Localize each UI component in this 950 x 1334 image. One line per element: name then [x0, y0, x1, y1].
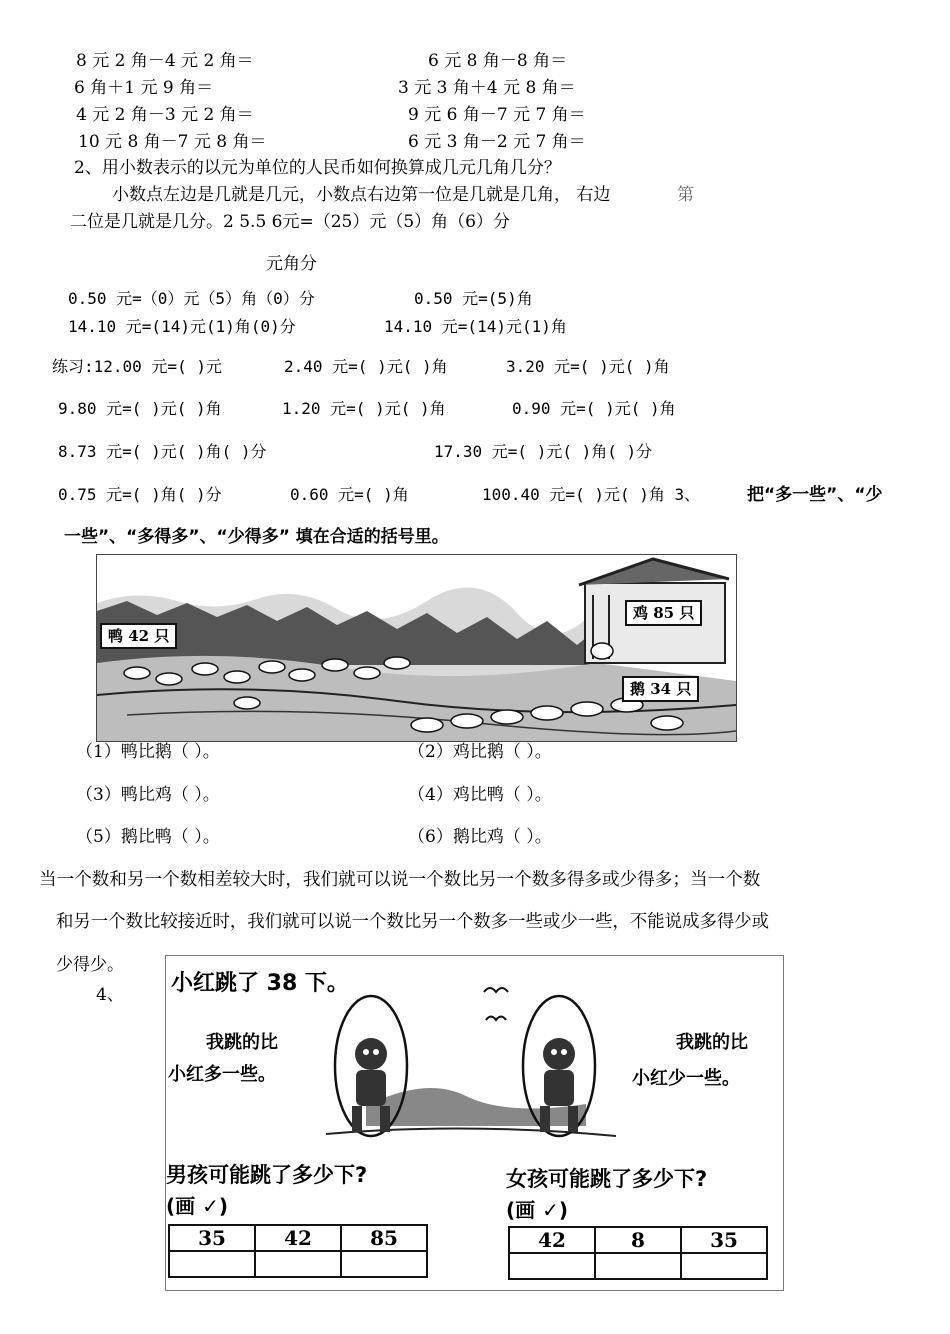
boy-check-cell[interactable] — [341, 1251, 427, 1277]
compare-q6: （6）鹅比鸡（ ）。 — [408, 827, 552, 847]
compare-q4: （4）鸡比鸭（ ）。 — [408, 785, 552, 805]
girl-option: 42 — [509, 1227, 595, 1253]
section-3-instruction-start: 把“多一些”、“少 — [747, 485, 883, 505]
boy-question: 男孩可能跳了多少下? — [166, 1163, 368, 1187]
overlap-mark: 第 — [677, 185, 694, 205]
exercise-2-right: 3 元 3 角＋4 元 8 角＝ — [398, 78, 576, 98]
girl-check-cell[interactable] — [509, 1253, 595, 1279]
explanation-line-3: 少得少。 — [56, 955, 124, 975]
boy-check-cell[interactable] — [169, 1251, 255, 1277]
exercise-4-left: 10 元 8 角－7 元 8 角＝ — [78, 132, 267, 152]
explanation-line-2: 和另一个数比较接近时，我们就可以说一个数比另一个数多一些或少一些，不能说成多得少或 — [56, 912, 770, 932]
example-2-left: 14.10 元=(14)元(1)角(0)分 — [68, 317, 296, 336]
yuan-jiao-fen-label: 元角分 — [266, 254, 317, 274]
exercise-3-right: 9 元 6 角－7 元 7 角＝ — [408, 105, 586, 125]
exercise-4-right: 6 元 3 角－2 元 7 角＝ — [408, 132, 586, 152]
exercise-1-left: 8 元 2 角－4 元 2 角＝ — [76, 51, 254, 71]
practice-4c: 100.40 元=( )元( )角 3、 — [482, 485, 701, 504]
girl-speech-1: 我跳的比 — [676, 1032, 748, 1053]
rule-line-1: 小数点左边是几就是几元，小数点右边第一位是几就是几角， 右边 — [112, 185, 611, 205]
farm-scene — [97, 555, 736, 741]
exercise-3-left: 4 元 2 角－3 元 2 角＝ — [76, 105, 254, 125]
jump-rope-picture — [165, 955, 784, 1291]
compare-q5: （5）鹅比鸭（ ）。 — [76, 827, 220, 847]
girl-options-row — [509, 1227, 767, 1253]
goose-count-label: 鹅 34 只 — [622, 676, 699, 702]
example-1-right: 0.50 元=(5)角 — [414, 289, 533, 308]
farm-picture — [96, 554, 737, 742]
boy-check-cell[interactable] — [255, 1251, 341, 1277]
boy-options-row — [169, 1225, 427, 1251]
example-2-right: 14.10 元=(14)元(1)角 — [384, 317, 567, 336]
girl-check-row — [509, 1253, 767, 1279]
practice-2a: 9.80 元=( )元( )角 — [58, 399, 222, 418]
practice-2b: 1.20 元=( )元( )角 — [282, 399, 446, 418]
girl-mark-hint: (画 ✓) — [506, 1198, 569, 1222]
exercise-1-right: 6 元 8 角－8 角＝ — [428, 51, 568, 71]
duck-count-label: 鸭 42 只 — [100, 623, 177, 649]
boy-speech-1: 我跳的比 — [206, 1032, 278, 1053]
boy-check-row — [169, 1251, 427, 1277]
section-3-instruction: 一些”、“多得多”、“少得多” 填在合适的括号里。 — [64, 527, 449, 547]
boy-option: 35 — [169, 1225, 255, 1251]
compare-q3: （3）鸭比鸡（ ）。 — [76, 785, 220, 805]
explanation-line-1: 当一个数和另一个数相差较大时，我们就可以说一个数比另一个数多得多或少得多；当一个数 — [39, 870, 761, 890]
girl-option: 8 — [595, 1227, 681, 1253]
girl-check-cell[interactable] — [681, 1253, 767, 1279]
practice-2c: 0.90 元=( )元( )角 — [512, 399, 676, 418]
girl-option: 35 — [681, 1227, 767, 1253]
practice-1c: 3.20 元=( )元( )角 — [506, 357, 670, 376]
practice-4a: 0.75 元=( )角( )分 — [58, 485, 222, 504]
girl-options-table — [508, 1226, 768, 1280]
practice-4b: 0.60 元=( )角 — [290, 485, 409, 504]
girl-check-cell[interactable] — [595, 1253, 681, 1279]
practice-1b: 2.40 元=( )元( )角 — [284, 357, 448, 376]
practice-1a: 练习:12.00 元=( )元 — [52, 357, 222, 376]
section-2-heading: 2、用小数表示的以元为单位的人民币如何换算成几元几角几分？ — [74, 158, 561, 178]
exercise-2-left: 6 角＋1 元 9 角＝ — [74, 78, 214, 98]
boy-option: 85 — [341, 1225, 427, 1251]
chicken-count-label: 鸡 85 只 — [625, 600, 702, 626]
boy-mark-hint: (画 ✓) — [166, 1194, 229, 1218]
boy-option: 42 — [255, 1225, 341, 1251]
girl-question: 女孩可能跳了多少下? — [506, 1167, 708, 1191]
example-1-left: 0.50 元=（0）元（5）角（0）分 — [68, 289, 315, 308]
practice-3b: 17.30 元=( )元( )角( )分 — [434, 442, 653, 461]
girl-speech-2: 小红少一些。 — [632, 1068, 740, 1089]
jump-title: 小红跳了 38 下。 — [171, 971, 349, 996]
boy-speech-2: 小红多一些。 — [168, 1064, 276, 1085]
compare-q2: （2）鸡比鹅（ ）。 — [408, 742, 552, 762]
rule-line-2: 二位是几就是几分。2 5.5 6元=（25）元（5）角（6）分 — [70, 212, 510, 232]
section-4-number: 4、 — [96, 985, 124, 1005]
compare-q1: （1）鸭比鹅（ ）。 — [76, 742, 220, 762]
boy-options-table — [168, 1224, 428, 1278]
practice-3a: 8.73 元=( )元( )角( )分 — [58, 442, 267, 461]
